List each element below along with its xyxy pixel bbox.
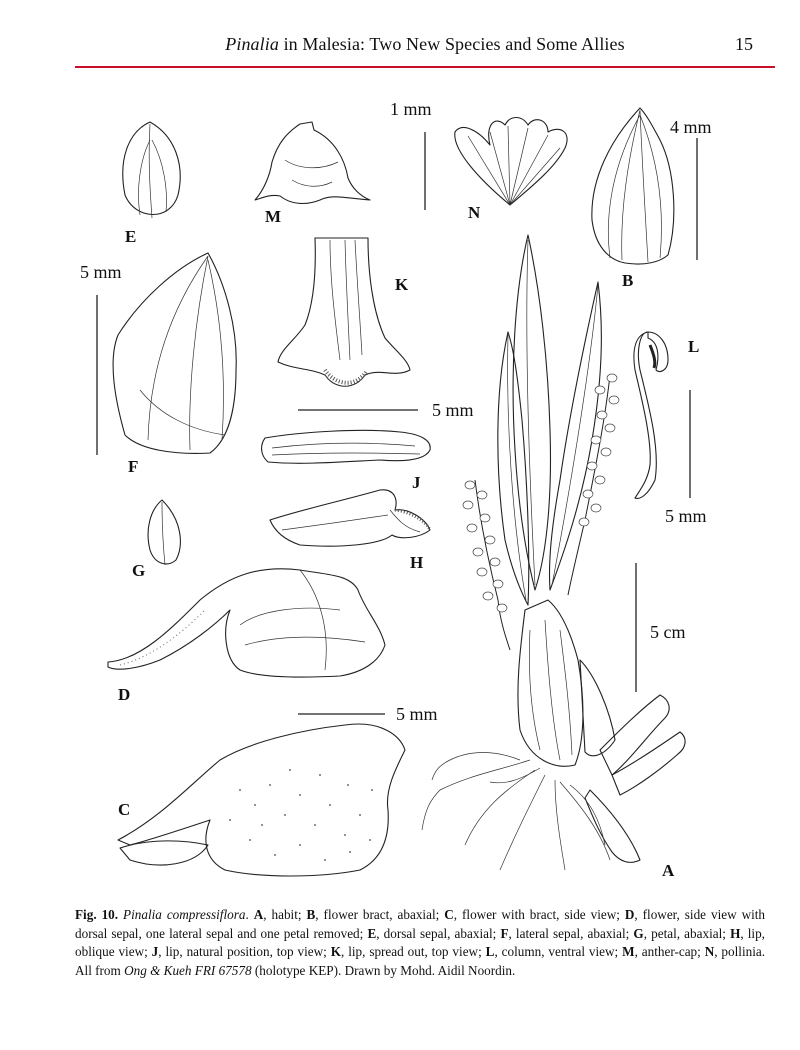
caption-part-letter: F — [500, 925, 509, 941]
caption-part-description: , petal, abaxial; — [643, 925, 731, 941]
caption-species: Pinalia compressiflora — [123, 907, 246, 922]
figure-g-petal — [132, 500, 180, 580]
roots — [422, 753, 610, 871]
caption-part-description: , flower with bract, side view; — [453, 907, 625, 922]
scale-label-5mm-f: 5 mm — [80, 262, 122, 282]
figure-b-flower-bract — [592, 108, 674, 290]
caption-part-description: , dorsal sepal, abaxial; — [376, 925, 501, 941]
caption-part-letter: E — [367, 925, 377, 941]
caption-collection: Ong & Kueh FRI 67578 — [124, 962, 252, 978]
label-d: D — [118, 685, 131, 704]
header-rule — [75, 66, 775, 68]
figure-k-lip-spread — [278, 238, 410, 386]
scale-bar-1mm — [390, 99, 432, 210]
caption-part-description: , lateral sepal, abaxial; — [508, 925, 634, 941]
caption-part-description: , lip, natural position, top view; — [158, 944, 331, 959]
figure-m-anther-cap — [255, 122, 370, 226]
figure-f-lateral-sepal — [113, 253, 236, 476]
label-k: K — [395, 275, 409, 294]
scale-label-5cm: 5 cm — [650, 622, 686, 642]
running-title — [75, 34, 775, 55]
figure-j-lip-top — [262, 430, 431, 492]
figure-c-flower-with-bract — [118, 724, 405, 876]
caption-part-description: , flower, side view with dorsal sepal, one lateral sepal and one petal removed; — [75, 907, 766, 941]
scale-bar-5mm-f — [80, 262, 122, 455]
label-m: M — [265, 207, 282, 226]
label-g: G — [132, 561, 146, 580]
caption-part-letter: L — [485, 944, 495, 959]
figure-d-flower-side — [108, 569, 385, 704]
scale-bar-5mm-l — [665, 390, 707, 526]
caption-part-letter: N — [704, 944, 715, 959]
caption-part-letter: D — [624, 907, 635, 922]
figure-h-lip-oblique — [270, 490, 430, 572]
scale-bar-5mm-c — [298, 704, 438, 724]
caption-part-letter: C — [444, 907, 454, 922]
figure-caption: Fig. 10. Pinalia compressiflora. A, habit; B, flower bract, abaxial; C, flower with bract, side view; D, flower, side view with dorsal sepal, one lateral sepal and one petal removed; E, dorsal sepal, abaxial; F, lateral sepal, abaxial; G, petal, abaxial; H, lip, oblique view; J, lip, natural position, top view; K, lip, spread out, top view; L, column, ventral view; M, anther-cap; N, pollinia. All from Ong & Kueh FRI 67578 (holotype KEP). Drawn by Mohd. Aidil Noordin. — [75, 907, 766, 978]
label-e: E — [125, 227, 137, 246]
scale-bar-5cm — [636, 563, 686, 692]
scale-bar-4mm — [670, 117, 712, 260]
label-c: C — [118, 800, 131, 819]
label-l: L — [688, 337, 700, 356]
scale-label-4mm: 4 mm — [670, 117, 712, 137]
caption-part-description: , lip, oblique view; — [75, 925, 765, 959]
scale-label-5mm-l: 5 mm — [665, 506, 707, 526]
label-h: H — [410, 553, 424, 572]
figure-n-pollinia — [455, 118, 567, 223]
page-number: 15 — [735, 34, 753, 54]
caption-part-letter: H — [730, 925, 741, 941]
botanical-plate — [0, 70, 800, 900]
label-f: F — [128, 457, 139, 476]
label-a: A — [662, 861, 675, 880]
caption-part-letter: G — [633, 925, 644, 941]
scale-label-1mm: 1 mm — [390, 99, 432, 119]
caption-part-description: , lip, spread out, top view; — [341, 944, 486, 959]
caption-part-letter: J — [151, 944, 159, 959]
running-title-rest: in Malesia: Two New Species and Some Allies — [278, 34, 625, 54]
running-title-genus: Pinalia — [225, 34, 279, 54]
caption-fig-label: Fig. 10. — [75, 907, 119, 922]
label-j: J — [412, 473, 421, 492]
caption-part-description: , pollinia. All from — [75, 944, 766, 978]
caption-part-letter: M — [622, 944, 635, 959]
label-b: B — [622, 271, 634, 290]
caption-part-description: , flower bract, abaxial; — [315, 907, 445, 922]
caption-part-letter: K — [330, 944, 341, 959]
figure-a-habit — [422, 235, 685, 880]
caption-part-description: , anther-cap; — [634, 944, 705, 959]
scale-label-5mm-c: 5 mm — [396, 704, 438, 724]
caption-tail: (holotype KEP). Drawn by Mohd. Aidil Noordin. — [251, 962, 516, 978]
caption-part-letter: B — [306, 907, 316, 922]
caption-part-letter: A — [253, 907, 264, 922]
scale-label-5mm-k: 5 mm — [432, 400, 474, 420]
figure-e-dorsal-sepal — [123, 122, 180, 246]
running-header — [75, 28, 775, 68]
inflorescence-right — [579, 374, 619, 526]
scale-bar-5mm-k — [298, 400, 474, 420]
c-flower-texture — [229, 769, 373, 861]
label-n: N — [468, 203, 481, 222]
caption-part-description: , habit; — [263, 907, 307, 922]
caption-part-description: , column, ventral view; — [494, 944, 623, 959]
